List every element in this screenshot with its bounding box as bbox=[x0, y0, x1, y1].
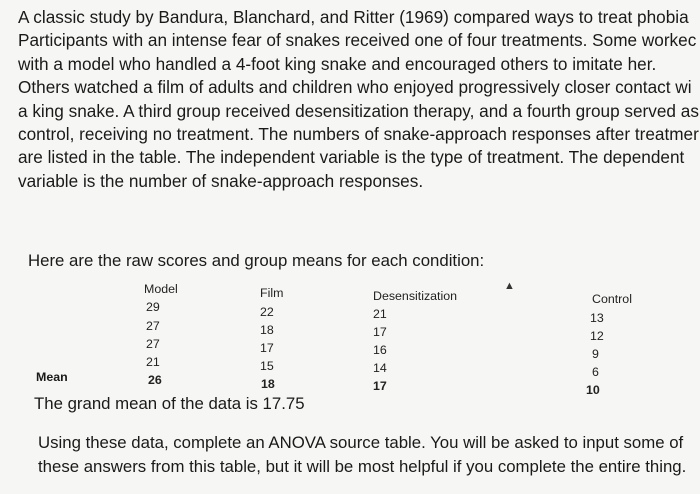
score-cell: 9 bbox=[592, 347, 599, 361]
paragraph-line: are listed in the table. The independent variable is the type of treatment. The dependent bbox=[18, 147, 685, 168]
score-cell: 18 bbox=[260, 323, 274, 337]
score-cell: 27 bbox=[146, 337, 160, 351]
score-cell: 27 bbox=[146, 319, 160, 333]
mean-row-label: Mean bbox=[36, 370, 68, 384]
paragraph-line: control, receiving no treatment. The numbers of snake-approach responses after treatmer bbox=[18, 124, 699, 145]
mean-desensitization: 17 bbox=[373, 379, 387, 393]
score-cell: 6 bbox=[592, 365, 599, 379]
paragraph-line: Participants with an intense fear of snakes received one of four treatments. Some workec bbox=[18, 30, 697, 51]
paragraph-line: a king snake. A third group received desensitization therapy, and a fourth group served as bbox=[18, 100, 699, 121]
score-cell: 14 bbox=[373, 361, 387, 375]
score-cell: 17 bbox=[373, 325, 387, 339]
header-control: Control bbox=[592, 292, 632, 306]
score-cell: 21 bbox=[373, 307, 387, 321]
header-model: Model bbox=[144, 282, 178, 296]
header-film: Film bbox=[260, 286, 284, 300]
score-cell: 16 bbox=[373, 343, 387, 357]
header-desensitization: Desensitization bbox=[373, 289, 458, 303]
grand-mean-text: The grand mean of the data is 17.75 bbox=[34, 394, 305, 413]
mouse-cursor-icon: ▲ bbox=[504, 280, 515, 292]
paragraph-line: variable is the number of snake-approach responses. bbox=[18, 170, 424, 191]
problem-paragraph bbox=[18, 6, 700, 193]
score-cell: 12 bbox=[590, 329, 604, 343]
mean-model: 26 bbox=[148, 373, 162, 387]
score-cell: 22 bbox=[260, 305, 274, 319]
score-cell: 21 bbox=[146, 355, 160, 369]
paragraph-line: with a model who handled a 4-foot king snake and encouraged others to imitate her. bbox=[18, 53, 657, 74]
instruction-text: Using these data, complete an ANOVA source table. You will be asked to input some of these answers from this table, but it will be most helpful if you complete the entire thing. bbox=[38, 433, 687, 476]
mean-film: 18 bbox=[261, 377, 275, 391]
table-intro: Here are the raw scores and group means for each condition: bbox=[28, 251, 485, 270]
score-cell: 17 bbox=[260, 341, 274, 355]
mean-control: 10 bbox=[586, 383, 600, 397]
paragraph-line: A classic study by Bandura, Blanchard, and Ritter (1969) compared ways to treat phobia bbox=[18, 7, 689, 27]
score-cell: 13 bbox=[590, 311, 604, 325]
score-cell: 15 bbox=[260, 359, 274, 373]
paragraph-line: Others watched a film of adults and children who enjoyed progressively closer contact wi bbox=[18, 77, 692, 98]
score-cell: 29 bbox=[146, 300, 160, 314]
